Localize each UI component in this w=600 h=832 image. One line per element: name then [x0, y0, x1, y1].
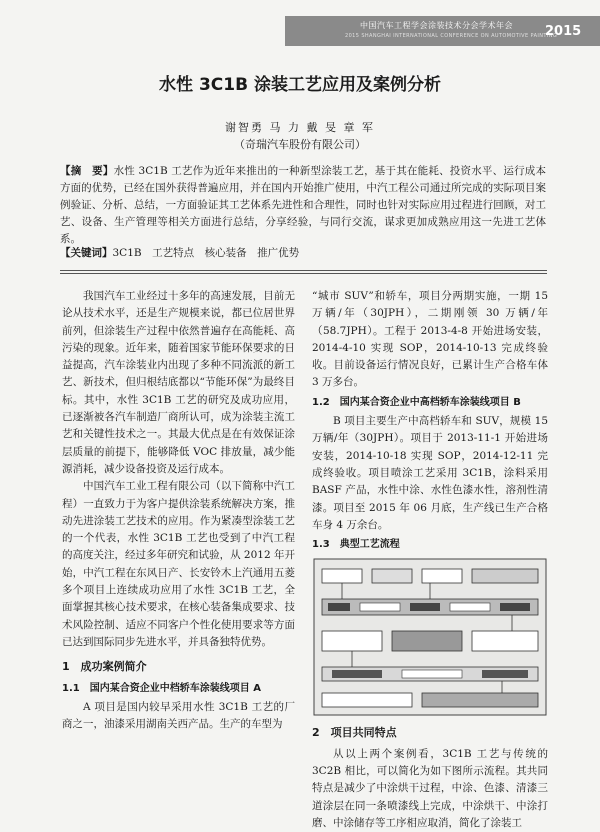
article-affiliation: （奇瑞汽车股份有限公司）	[234, 138, 366, 151]
case-a-continuation: “城市 SUV”和轿车，项目分两期实施，一期 15 万辆/年（30JPH），二期刚领 30 万辆/年（58.7JPH）。工程于 2013-4-8 开始进场安装，2014-4-10 实现 SOP，2014-10-13 完成终验收。目前设备运行情况良好，已累计生产合格车体 3 万多台。	[312, 290, 548, 389]
journal-header-year: 2015	[545, 24, 582, 39]
process-flow-diagram	[312, 557, 548, 717]
keywords-label: 【关键词】	[60, 247, 113, 259]
left-column	[62, 288, 295, 733]
section-2-heading: 2 项目共同特点	[312, 726, 397, 740]
journal-header-subtitle: 2015 SHANGHAI INTERNATIONAL CONFERENCE ON AUTOMOTIVE PAINTING	[345, 33, 558, 39]
abstract-label: 【摘 要】	[60, 165, 114, 177]
section-1-3-heading: 1.3 典型工艺流程	[312, 539, 400, 551]
section-1-2-paragraph: B 项目主要生产中高档轿车和 SUV，规模 15 万辆/年（30JPH）。项目于 2013-11-1 开始进场安装，2014-10-18 实现 SOP，2014-12-11 完成终验收。项目喷涂工艺采用 3C1B，涂料采用 BASF 产品，水性中涂、水性色漆水性，溶剂性清漆。项目至 2015 年 06 月底，生产线已生产合格车身 4 万余台。	[312, 415, 548, 531]
abstract-divider	[60, 270, 547, 271]
right-column	[312, 288, 548, 832]
section-1-1-heading: 1.1 国内某合资企业中档轿车涂装线项目 A	[62, 682, 261, 694]
abstract-text: 水性 3C1B 工艺作为近年来推出的一种新型涂装工艺，基于其在能耗、投资水平、运行成本方面的优势，已经在国外获得普遍应用，并在国内开始推广使用，中汽工程公司通过所完成的实际项目案例验证、分析、总结，一方面验证其工艺体系先进性和合理性，同时也针对实际应用过程进行回顾，对工艺、设备、生产管理等相关方面进行总结，分享经验，与同行交流，谋求更加成熟应用这一先进工艺体系。	[60, 165, 546, 245]
intro-paragraph-2: 中国汽车工业工程有限公司（以下简称中汽工程）一直致力于为客户提供涂装系统解决方案，推动先进涂装工艺技术的应用。作为紧凑型涂装工艺的一个代表，水性 3C1B 工艺也受到了中汽工程的高度关注，经过多年研究和试验，从 2012 年开始，中汽工程在东风日产、长安铃木上汽通用五菱多个项目上连续成功应用了水性 3C1B 工艺，全面掌握其核心技术要求，在核心装备集成要求、技术风险控制、适应不同客户个性化使用要求等方面已达到国际同步先进水平，并具备独特优势。	[62, 480, 295, 648]
section-1-2-heading: 1.2 国内某合资企业中高档轿车涂装线项目 B	[312, 396, 521, 408]
journal-header-title: 中国汽车工程学会涂装技术分会学术年会	[360, 21, 513, 30]
keywords-text: 3C1B 工艺特点 核心装备 推广优势	[112, 247, 300, 259]
section-1-heading: 1 成功案例简介	[62, 660, 147, 674]
intro-paragraph-1: 我国汽车工业经过十多年的高速发展，目前无论从技术水平，还是生产规模来说，都已位居世界前列，但涂装生产过程中依然普遍存在高能耗、高污染的现象。近年来，随着国家节能环保要求的日益提高，汽车涂装业内出现了多种不同流派的新工艺、新技术，但归根结底都以“节能环保”为最终目标。其中，水性 3C1B 工艺的研究及成功应用，已逐渐被各汽车制造厂商所认可，成为涂装主流工艺和关键性技术之一。其最大优点是在有效保证涂层质量的前提下，能够降低 VOC 排放量，减少能源消耗，减少设备投资及运行成本。	[62, 290, 295, 475]
abstract	[60, 163, 546, 248]
section-1-1-paragraph: A 项目是国内较早采用水性 3C1B 工艺的厂商之一，油漆采用湖南关西产品。生产的车型为	[62, 700, 295, 731]
section-2-paragraph: 从以上两个案例看，3C1B 工艺与传统的 3C2B 相比，可以简化为如下图所示流程。其共同特点是减少了中涂烘干过程，中涂、色漆、清漆三道涂层在同一条喷漆线上完成，中涂烘干、中涂打磨、中涂储存等工序相应取消，简化了涂装工	[312, 747, 548, 829]
article-title: 水性 3C1B 涂装工艺应用及案例分析	[159, 75, 441, 95]
article-authors: 谢智勇 马 力 戴 旻 章 军	[225, 121, 375, 134]
keywords	[60, 245, 546, 262]
abstract-divider-double	[60, 273, 547, 274]
